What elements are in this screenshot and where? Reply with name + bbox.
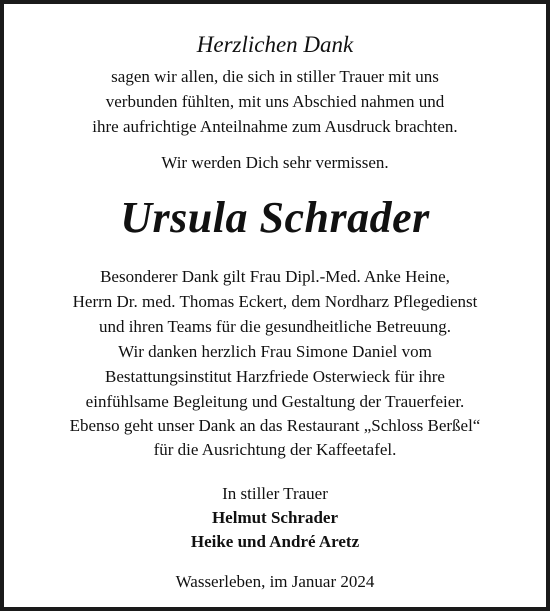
thanks-line: und ihren Teams für die gesundheitliche Betreuung. <box>98 317 452 336</box>
thanks-line: Bestattungsinstitut Harzfriede Osterwieck für ihre <box>105 367 445 386</box>
intro-line: verbunden fühlten, mit uns Abschied nahmen und <box>105 92 445 111</box>
notice-heading: Herzlichen Dank <box>196 32 354 57</box>
signer-name: Heike und André Aretz <box>190 532 360 551</box>
thanks-line: Herrn Dr. med. Thomas Eckert, dem Nordharz Pflegedienst <box>72 292 478 311</box>
thanks-line: Ebenso geht unser Dank an das Restaurant „Schloss Berßel“ <box>69 416 481 435</box>
intro-line: ihre aufrichtige Anteilnahme zum Ausdruck brachten. <box>92 117 458 136</box>
thanks-line: Wir danken herzlich Frau Simone Daniel vom <box>118 342 432 361</box>
thanks-line: Besonderer Dank gilt Frau Dipl.-Med. Anke Heine, <box>100 267 450 286</box>
thanks-line: für die Ausrichtung der Kaffeetafel. <box>153 440 397 459</box>
signer-name: Helmut Schrader <box>211 508 339 527</box>
thanks-line: einfühlsame Begleitung und Gestaltung der Trauerfeier. <box>85 392 465 411</box>
miss-line: Wir werden Dich sehr vermissen. <box>161 153 389 172</box>
place-date: Wasserleben, im Januar 2024 <box>175 572 375 591</box>
intro-line: sagen wir allen, die sich in stiller Trauer mit uns <box>111 67 439 86</box>
mourning-label: In stiller Trauer <box>222 484 328 503</box>
deceased-name: Ursula Schrader <box>120 193 430 242</box>
